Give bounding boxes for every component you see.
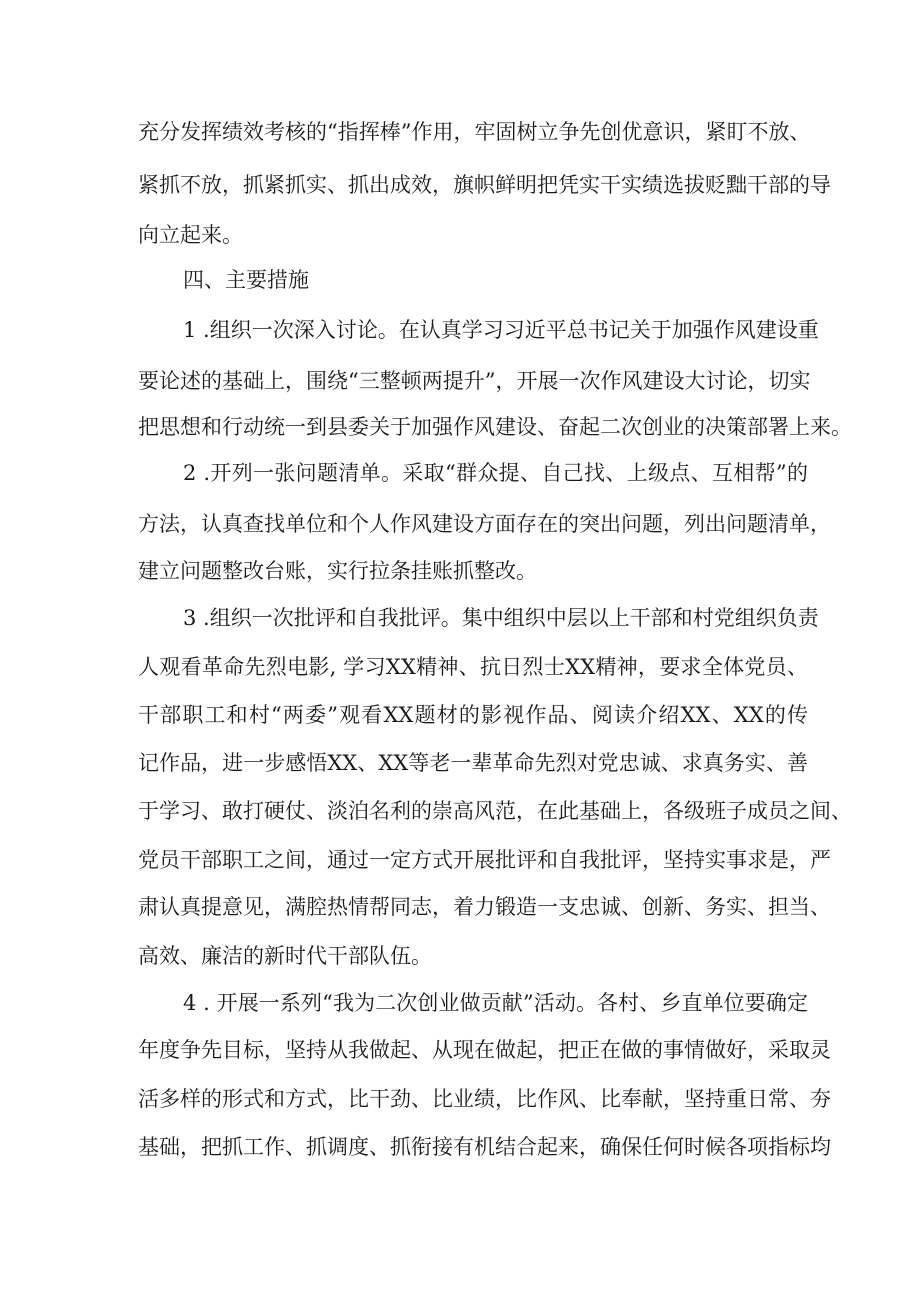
text-line: 年度争先目标，坚持从我做起、从现在做起，把正在做的事情做好，采取灵 — [138, 1038, 831, 1062]
text-line: 高效、廉洁的新时代干部队伍。 — [138, 944, 432, 968]
text-line: 基础，把抓工作、抓调度、抓衔接有机结合起来，确保任何时候各项指标均 — [138, 1135, 831, 1159]
text-line: 肃认真提意见，满腔热情帮同志，着力锻造一支忠诚、创新、务实、担当、 — [138, 895, 831, 919]
text-line: 把思想和行动统一到县委关于加强作风建设、奋起二次创业的决策部署上来。 — [138, 415, 852, 439]
section-heading: 四、主要措施 — [183, 268, 309, 292]
text-line: 1 .组织一次深入讨论。在认真学习习近平总书记关于加强作风建设重 — [183, 318, 819, 342]
text-line: 干部职工和村“两委”观看XX题材的影视作品、阅读介绍XX、XX的传 — [138, 703, 808, 727]
text-line: 要论述的基础上，围绕“三整顿两提升”，开展一次作风建设大讨论，切实 — [138, 369, 811, 393]
text-line: 记作品，进一步感悟XX、XX等老一辈革命先烈对党忠诚、求真务实、善 — [138, 751, 808, 775]
text-line: 2 .开列一张问题清单。采取“群众提、自己找、上级点、互相帮”的 — [183, 461, 808, 485]
text-line: 于学习、敢打硬仗、淡泊名利的崇高风范，在此基础上，各级班子成员之间、 — [138, 799, 852, 823]
text-line: 党员干部职工之间，通过一定方式开展批评和自我批评，坚持实事求是，严 — [138, 848, 831, 872]
text-line: 方法，认真查找单位和个人作风建设方面存在的突出问题，列出问题清单， — [138, 512, 831, 536]
text-line: 紧抓不放，抓紧抓实、抓出成效，旗帜鲜明把凭实干实绩选拔贬黜干部的导 — [138, 173, 831, 197]
text-line: 充分发挥绩效考核的“指挥棒”作用，牢固树立争先创优意识，紧盯不放、 — [138, 120, 811, 144]
text-line: 人观看革命先烈电影, 学习XX精神、抗日烈士XX精神，要求全体党员、 — [138, 655, 808, 679]
text-line: 向立起来。 — [138, 223, 243, 247]
text-line: 活多样的形式和方式，比干劲、比业绩，比作风、比奉献，坚持重日常、夯 — [138, 1087, 831, 1111]
text-line: 4 . 开展一系列“我为二次创业做贡献”活动。各村、乡直单位要确定 — [183, 991, 808, 1015]
text-line: 建立问题整改台账，实行拉条挂账抓整改。 — [138, 559, 537, 583]
text-line: 3 .组织一次批评和自我批评。集中组织中层以上干部和村党组织负责 — [183, 606, 819, 630]
